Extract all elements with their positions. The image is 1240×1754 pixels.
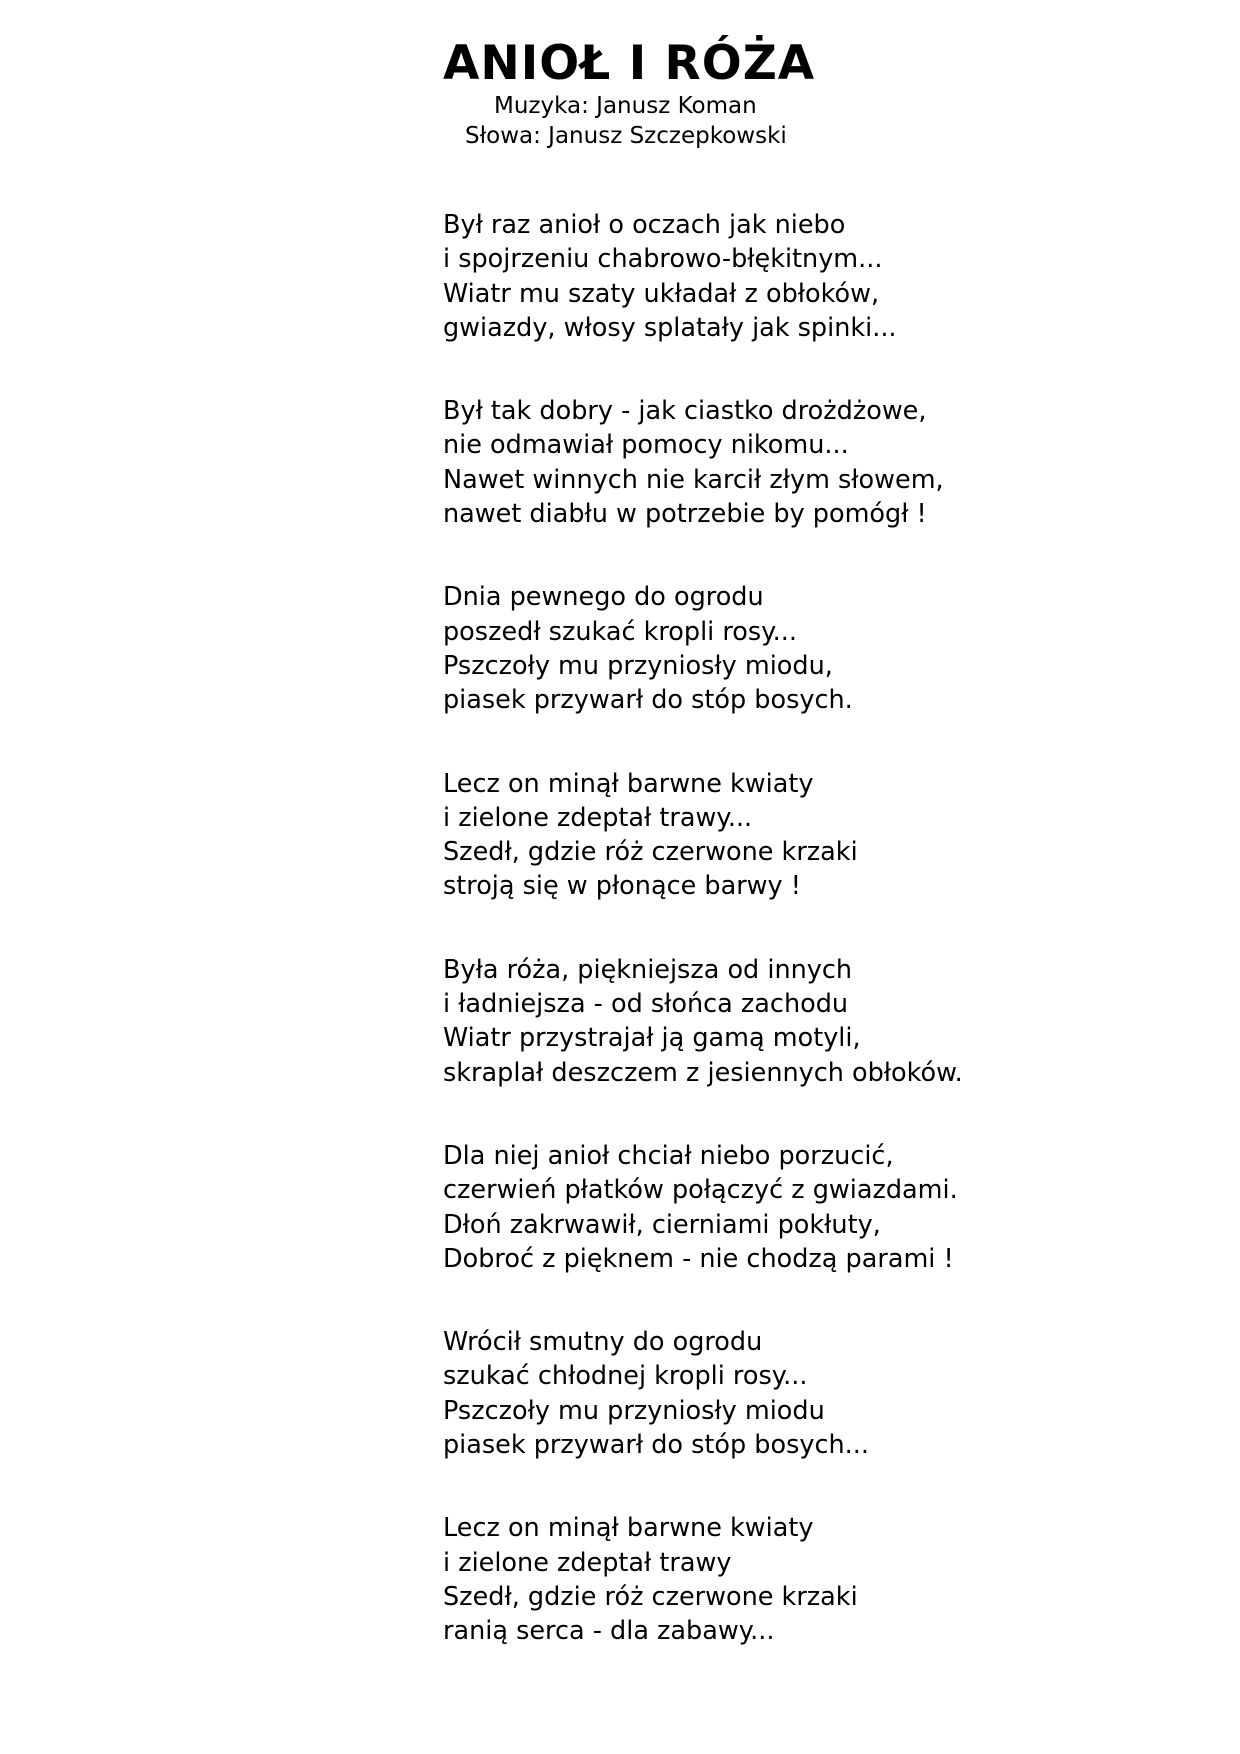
- lyric-line: ranią serca - dla zabawy...: [443, 1616, 775, 1647]
- lyric-line: Wiatr mu szaty układał z obłoków,: [443, 278, 880, 309]
- stanza-4: [443, 767, 1203, 904]
- lyric-line: Lecz on minął barwne kwiaty: [443, 768, 814, 799]
- lyric-line: Nawet winnych nie karcił złym słowem,: [443, 464, 944, 495]
- lyric-line: Pszczoły mu przyniosły miodu: [443, 1395, 825, 1426]
- lyric-line: piasek przywarł do stóp bosych...: [443, 1430, 869, 1461]
- lyric-line: gwiazdy, włosy splatały jak spinki...: [443, 312, 897, 343]
- lyrics-credit: Słowa: Janusz Szczepkowski: [465, 123, 787, 149]
- song-title: ANIOŁ I RÓŻA: [443, 36, 816, 91]
- lyric-line: nie odmawiał pomocy nikomu...: [443, 430, 849, 461]
- lyric-line: Pszczoły mu przyniosły miodu,: [443, 650, 833, 681]
- lyric-line: i ładniejsza - od słońca zachodu: [443, 989, 849, 1020]
- lyric-line: Dłoń zakrwawił, cierniami pokłuty,: [443, 1209, 881, 1240]
- lyric-line: i zielone zdeptał trawy: [443, 1547, 732, 1578]
- lyric-line: piasek przywarł do stóp bosych.: [443, 685, 853, 716]
- lyric-line: szukać chłodnej kropli rosy...: [443, 1361, 808, 1392]
- lyric-line: Dobroć z pięknem - nie chodzą parami !: [443, 1243, 954, 1274]
- lyric-line: skraplał deszczem z jesiennych obłoków.: [443, 1057, 963, 1088]
- stanza-5: [443, 953, 1203, 1090]
- stanza-2: [443, 394, 1203, 531]
- lyric-line: Dla niej anioł chciał niebo porzucić,: [443, 1140, 894, 1171]
- lyric-line: Był raz anioł o oczach jak niebo: [443, 210, 846, 240]
- stanza-1: [443, 208, 1203, 345]
- stanza-8: [443, 1511, 1203, 1648]
- stanza-6: [443, 1139, 1203, 1276]
- lyric-line: nawet diabłu w potrzebie by pomógł !: [443, 499, 927, 530]
- stanza-3: [443, 580, 1203, 717]
- lyric-line: poszedł szukać kropli rosy...: [443, 616, 797, 647]
- lyric-line: i zielone zdeptał trawy...: [443, 802, 753, 833]
- lyric-line: Był tak dobry - jak ciastko drożdżowe,: [443, 396, 927, 427]
- lyric-line: Lecz on minął barwne kwiaty: [443, 1513, 814, 1544]
- lyric-line: Dnia pewnego do ogrodu: [443, 582, 764, 613]
- lyric-line: czerwień płatków połączyć z gwiazdami.: [443, 1175, 958, 1206]
- lyric-line: Szedł, gdzie róż czerwone krzaki: [443, 837, 858, 868]
- lyric-line: i spojrzeniu chabrowo-błękitnym...: [443, 244, 883, 275]
- stanza-7: [443, 1325, 1203, 1462]
- lyric-line: Wrócił smutny do ogrodu: [443, 1327, 763, 1358]
- lyric-line: Szedł, gdzie róż czerwone krzaki: [443, 1581, 858, 1612]
- lyrics-body: [443, 208, 1203, 1698]
- lyric-line: Była róża, piękniejsza od innych: [443, 954, 853, 985]
- lyric-line: Wiatr przystrajał ją gamą motyli,: [443, 1023, 861, 1054]
- music-credit: Muzyka: Janusz Koman: [494, 93, 757, 119]
- lyric-line: stroją się w płonące barwy !: [443, 871, 801, 902]
